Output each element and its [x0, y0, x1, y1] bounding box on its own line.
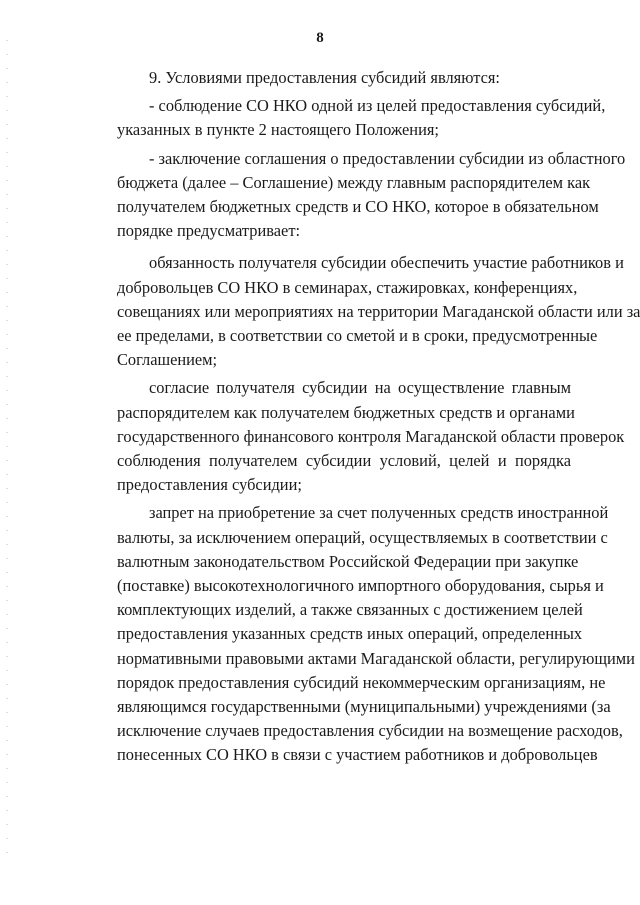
paragraph-goal-compliance [85, 94, 606, 142]
document-body [85, 66, 640, 768]
text-line: порядке предусматривает: [117, 221, 301, 241]
text-line: 9. Условиями предоставления субсидий являются: [149, 68, 500, 87]
text-line: валютным законодательством Российской Федерации при закупке [117, 551, 579, 571]
text-line: порядок предоставления субсидий некоммерческим организациям, не [117, 672, 606, 692]
text-line: обязанность получателя субсидии обеспечить участие работников и [149, 253, 624, 273]
text-line: (поставке) высокотехнологичного импортного оборудования, сырья и [117, 576, 604, 596]
scan-edge-artifact [6, 40, 8, 860]
paragraph-audit-consent [85, 376, 625, 497]
text-line: понесенных СО НКО в связи с участием работников и добровольцев [117, 745, 598, 765]
text-line: ее пределами, в соответствии со сметой и в сроки, предусмотренные [117, 326, 598, 346]
text-line: соблюдения получателем субсидии условий, целей и порядка [117, 451, 571, 471]
text-line: запрет на приобретение за счет полученных средств иностранной [149, 503, 609, 523]
text-line: Соглашением; [117, 350, 218, 370]
text-line: валюты, за исключением операций, осуществляемых в соответствии с [117, 527, 608, 547]
paragraph-agreement [85, 147, 626, 244]
text-line: государственного финансового контроля Магаданской области проверок [117, 426, 625, 446]
text-line: комплектующих изделий, а также связанных с достижением целей [117, 600, 583, 620]
text-line: указанных в пункте 2 настоящего Положения; [117, 120, 439, 140]
text-line: - заключение соглашения о предоставлении субсидии из областного [149, 148, 626, 168]
text-line: являющимся государственными (муниципальными) учреждениями (за [117, 697, 611, 717]
text-line: распорядителем как получателем бюджетных средств и органами [117, 402, 575, 422]
text-line: нормативными правовыми актами Магаданской области, регулирующими [117, 648, 635, 668]
text-line: бюджета (далее – Соглашение) между главным распорядителем как [117, 172, 591, 192]
paragraph-conditions-heading [85, 66, 571, 90]
text-line: согласие получателя субсидии на осуществление главным [149, 378, 571, 398]
text-line: предоставления субсидии; [117, 475, 302, 495]
text-line: исключение случаев предоставления субсидии на возмещение расходов, [117, 721, 623, 741]
text-line: - соблюдение СО НКО одной из целей предоставления субсидий, [149, 96, 606, 116]
page-number: 8 [316, 30, 324, 46]
text-line: предоставления указанных средств иных операций, определенных [117, 624, 583, 644]
text-line: добровольцев СО НКО в семинарах, стажировках, конференциях, [117, 277, 578, 297]
text-line: получателем бюджетных средств и СО НКО, которое в обязательном [117, 197, 599, 217]
paragraph-currency-prohibition [85, 501, 635, 767]
text-line: совещаниях или мероприятиях на территории Магаданской области или за [117, 301, 640, 321]
paragraph-participation-obligation [85, 251, 640, 372]
